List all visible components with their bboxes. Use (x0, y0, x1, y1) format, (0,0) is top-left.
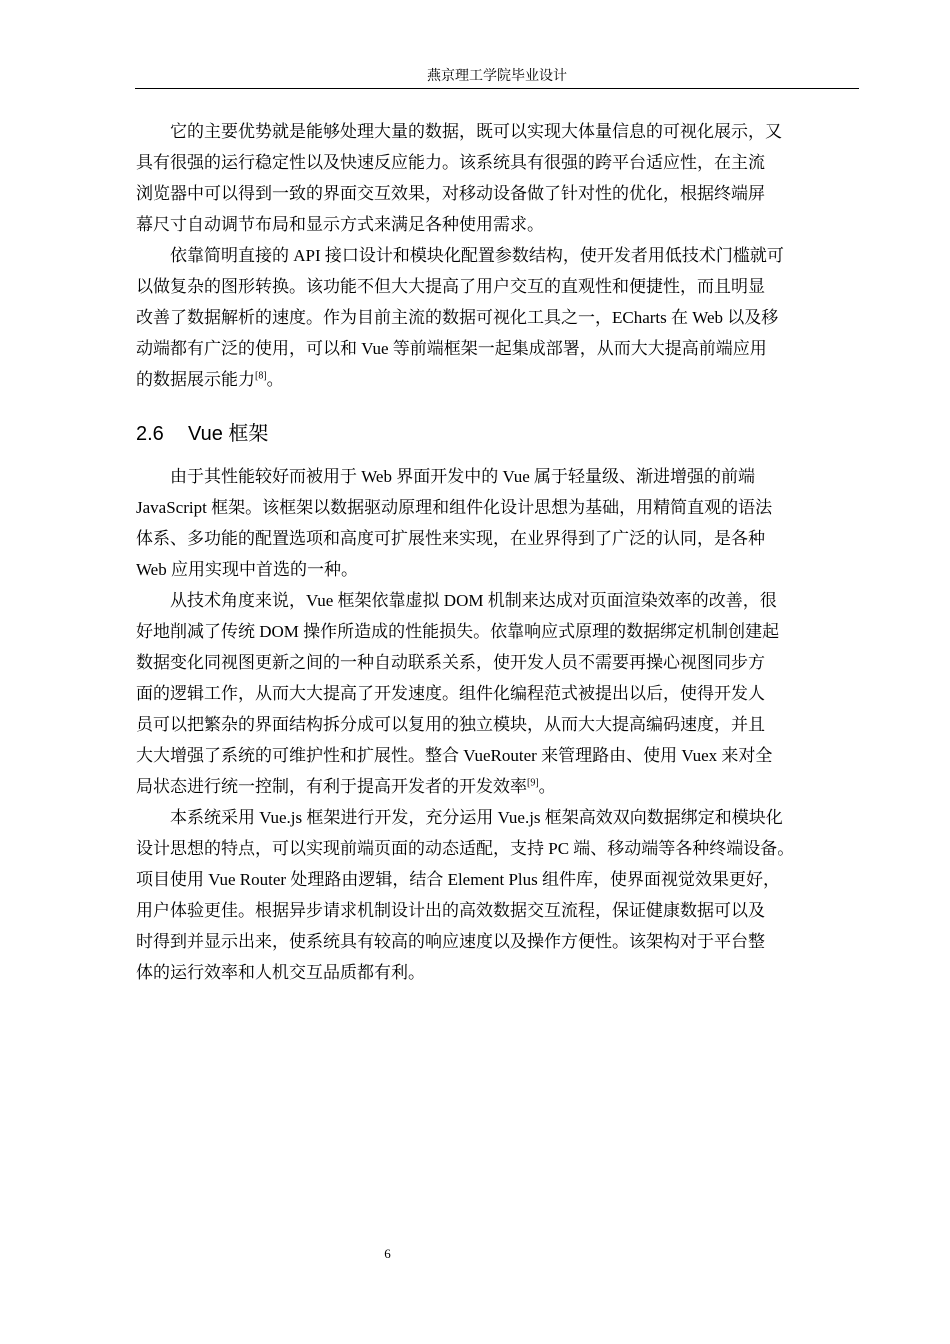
paragraph-line: 本系统采用 Vue.js 框架进行开发，充分运用 Vue.js 框架高效双向数据绑定和模块化 (170, 808, 783, 827)
paragraph-line: 的数据展示能力[8]。 (136, 370, 284, 389)
paragraph-line: JavaScript 框架。该框架以数据驱动原理和组件化设计思想为基础，用精简直观的语法 (136, 498, 773, 517)
citation-mark: [9] (527, 777, 539, 789)
paragraph (136, 802, 860, 988)
paragraph-line: 设计思想的特点，可以实现前端页面的动态适配，支持 PC 端、移动端等各种终端设备。 (136, 839, 795, 858)
paragraph-line: 动端都有广泛的使用，可以和 Vue 等前端框架一起集成部署，从而大大提高前端应用 (136, 339, 767, 358)
paragraph-line: 由于其性能较好而被用于 Web 界面开发中的 Vue 属于轻量级、渐进增强的前端 (170, 467, 756, 486)
paragraph-line: 幕尺寸自动调节布局和显示方式来满足各种使用需求。 (136, 215, 544, 234)
paragraph (136, 585, 860, 802)
paragraphs-after-section (136, 461, 860, 988)
paragraph-line: 具有很强的运行稳定性以及快速反应能力。该系统具有很强的跨平台适应性，在主流 (136, 153, 765, 172)
paragraph-line: 数据变化同视图更新之间的一种自动联系关系，使开发人员不需要再操心视图同步方 (136, 653, 765, 672)
paragraph-line: 浏览器中可以得到一致的界面交互效果，对移动设备做了针对性的优化，根据终端屏 (136, 184, 765, 203)
section-title-text: Vue 框架 (188, 423, 269, 445)
sentence-end: 。 (266, 370, 284, 389)
section-heading (136, 419, 860, 449)
paragraphs-before-section (136, 116, 860, 395)
paragraph-line: 它的主要优势就是能够处理大量的数据，既可以实现大体量信息的可视化展示，又 (170, 122, 782, 141)
paragraph-line: 体系、多功能的配置选项和高度可扩展性来实现，在业界得到了广泛的认同，是各种 (136, 529, 765, 548)
paragraph-line: 依靠简明直接的 API 接口设计和模块化配置参数结构，使开发者用低技术门槛就可 (170, 246, 784, 265)
document-body (136, 116, 860, 988)
paragraph-line: 以做复杂的图形转换。该功能不但大大提高了用户交互的直观性和便捷性，而且明显 (136, 277, 765, 296)
paragraph-line: 大大增强了系统的可维护性和扩展性。整合 VueRouter 来管理路由、使用 Vuex 来对全 (136, 746, 773, 765)
paragraph-line: 改善了数据解析的速度。作为目前主流的数据可视化工具之一，ECharts 在 Web 以及移 (136, 308, 779, 327)
paragraph-line: Web 应用实现中首选的一种。 (136, 560, 358, 579)
paragraph-line: 从技术角度来说，Vue 框架依靠虚拟 DOM 机制来达成对页面渲染效率的改善，很 (170, 591, 777, 610)
paragraph-line: 局状态进行统一控制，有利于提高开发者的开发效率[9]。 (136, 777, 556, 796)
page-header (135, 66, 859, 89)
paragraph (136, 116, 860, 240)
paragraph-line: 体的运行效率和人机交互品质都有利。 (136, 963, 425, 982)
paragraph (136, 240, 860, 395)
paragraph-line: 好地削减了传统 DOM 操作所造成的性能损失。依靠响应式原理的数据绑定机制创建起 (136, 622, 780, 641)
paragraph-line: 员可以把繁杂的界面结构拆分成可以复用的独立模块，从而大大提高编码速度，并且 (136, 715, 765, 734)
sentence-end: 。 (538, 777, 556, 796)
paragraph-line: 项目使用 Vue Router 处理路由逻辑，结合 Element Plus 组件库，使界面视觉效果更好， (136, 870, 781, 889)
paragraph-line: 时得到并显示出来，使系统具有较高的响应速度以及操作方便性。该架构对于平台整 (136, 932, 765, 951)
header-title: 燕京理工学院毕业设计 (427, 69, 567, 84)
paragraph (136, 461, 860, 585)
citation-mark: [8] (255, 370, 267, 382)
paragraph-line: 面的逻辑工作，从而大大提高了开发速度。组件化编程范式被提出以后，使得开发人 (136, 684, 765, 703)
section-number: 2.6 (136, 423, 164, 445)
page-number: 6 (384, 1246, 391, 1261)
paragraph-line: 用户体验更佳。根据异步请求机制设计出的高效数据交互流程，保证健康数据可以及 (136, 901, 765, 920)
